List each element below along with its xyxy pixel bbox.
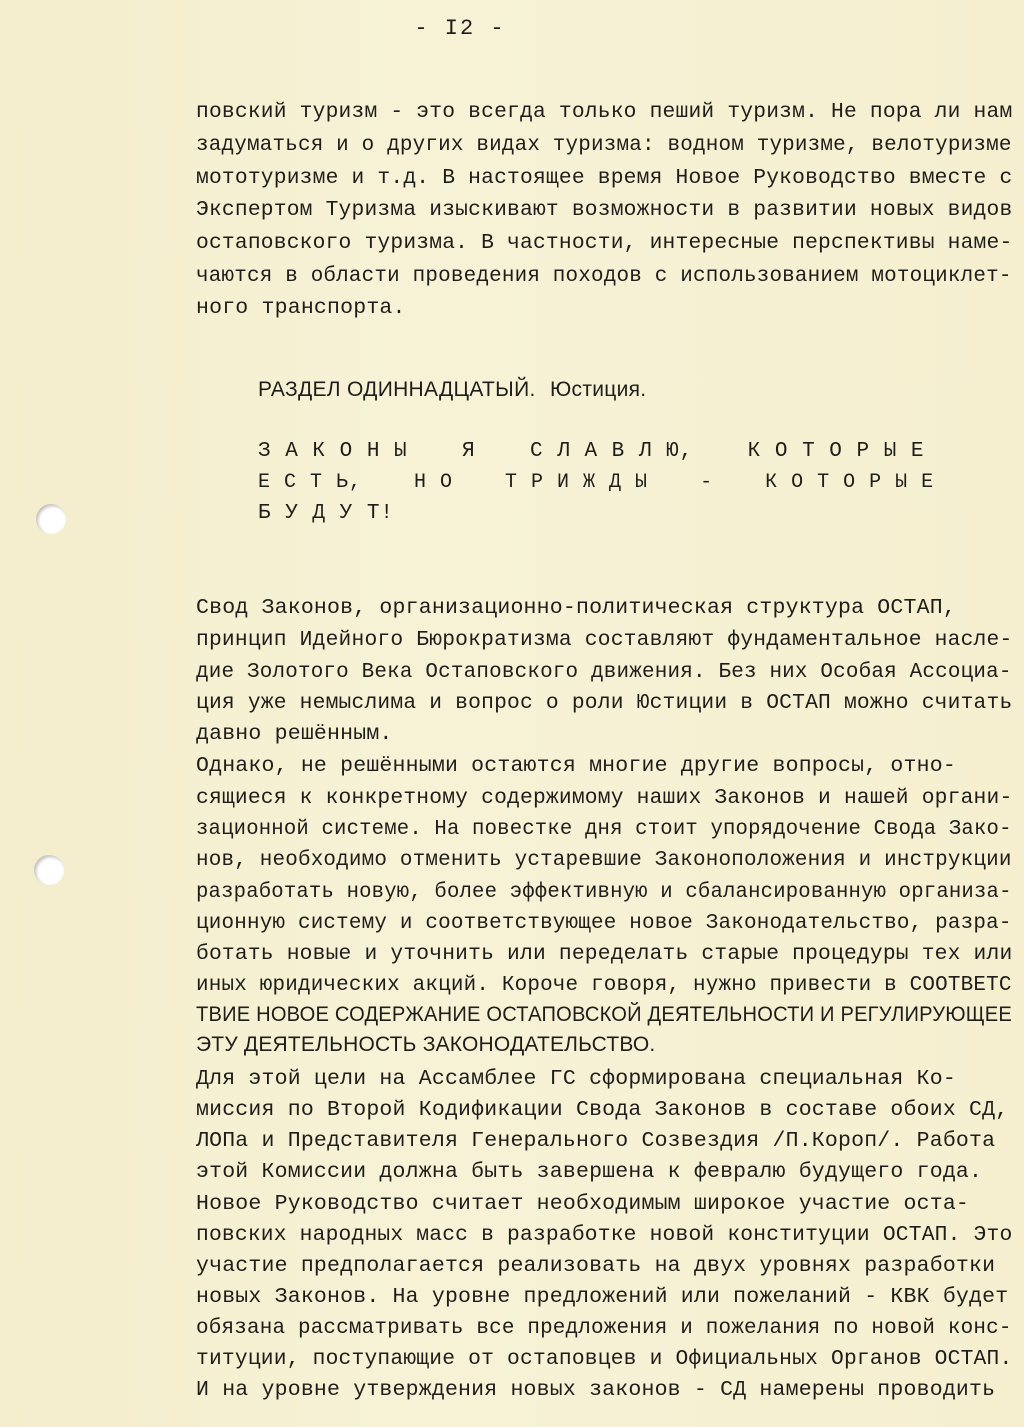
body-line-caps: ЭТУ ДЕЯТЕЛЬНОСТЬ ЗАКОНОДАТЕЛЬСТВО.	[196, 1033, 656, 1056]
intro-line: Экспертом Туризма изыскивают возможности в развитии новых видов	[196, 198, 1013, 222]
body-line: титуции, поступающие от остаповцев и Официальных Органов ОСТАП.	[196, 1347, 1013, 1371]
intro-line: задуматься и о других видах туризма: водном туризме, велотуризме	[196, 133, 1012, 157]
intro-line: мототуризме и т.д. В настоящее время Новое Руководство вместе с	[196, 166, 1013, 190]
page-number: - I2 -	[414, 16, 506, 41]
body-line: давно решённым.	[196, 722, 393, 746]
epigraph-line: З А К О Н Ы Я С Л А В Л Ю, К О Т О Р Ы Е	[258, 440, 925, 463]
section-subheading: Юстиция.	[550, 378, 647, 401]
intro-line: чаются в области проведения походов с использованием мотоциклет-	[196, 264, 1012, 288]
body-line: иных юридических акций. Короче говоря, нужно привести в СООТВЕТС	[196, 973, 1012, 997]
intro-line: остаповского туризма. В частности, интересные перспективы наме-	[196, 231, 1013, 255]
body-line: миссия по Второй Кодификации Свода Законов в составе обоих СД,	[196, 1098, 1009, 1122]
body-line: новых Законов. На уровне предложений или пожеланий - КВК будет	[196, 1285, 1009, 1309]
epigraph-line: Б У Д У Т!	[258, 502, 395, 525]
body-line-caps: ТВИЕ НОВОЕ СОДЕРЖАНИЕ ОСТАПОВСКОЙ ДЕЯТЕЛЬНОСТИ И РЕГУЛИРУЮЩЕЕ	[196, 1003, 1013, 1026]
intro-line: повский туризм - это всегда только пеший туризм. Не пора ли нам	[196, 100, 1013, 124]
body-line: Свод Законов, организационно-политическая структура ОСТАП,	[196, 596, 956, 620]
body-line: ботать новые и уточнить или переделать старые процедуры тех или	[196, 942, 1013, 966]
body-line: зационной системе. На повестке дня стоит упорядочение Свода Зако-	[196, 817, 1012, 841]
body-line: ция уже немыслима и вопрос о роли Юстиции в ОСТАП можно считать	[196, 691, 1013, 715]
body-line: ЛОПа и Представителя Генерального Созвездия /П.Короп/. Работа	[196, 1129, 996, 1153]
body-line: нов, необходимо отменить устаревшие Законоположения и инструкции	[196, 848, 1012, 872]
body-line: разработать новую, более эффективную и сбалансированную организа-	[196, 880, 1012, 904]
body-line: ционную систему и соответствующее новое Законодательство, разра-	[196, 911, 1012, 935]
body-line: Однако, не решёнными остаются многие другие вопросы, отно-	[196, 754, 956, 778]
intro-line: ного транспорта.	[196, 296, 406, 320]
body-line: принцип Идейного Бюрократизма составляют фундаментальное насле-	[196, 628, 1013, 652]
body-line: участие предполагается реализовать на двух уровнях разработки	[196, 1254, 996, 1278]
body-line: дие Золотого Века Остаповского движения. Без них Особая Ассоциа-	[196, 660, 1012, 684]
punch-hole-top	[36, 504, 66, 534]
body-line: Для этой цели на Ассамблее ГС сформирована специальная Ко-	[196, 1067, 956, 1091]
punch-hole-bottom	[34, 855, 64, 885]
body-line: повских народных масс в разработке новой конституции ОСТАП. Это	[196, 1223, 1013, 1247]
body-line: И на уровне утверждения новых законов - СД намерены проводить	[196, 1378, 996, 1402]
section-heading: РАЗДЕЛ ОДИННАДЦАТЫЙ.	[258, 378, 536, 401]
epigraph-line: Е С Т Ь, Н О Т Р И Ж Д Ы - К О Т О Р Ы Е	[258, 471, 935, 494]
body-line: обязана рассматривать все предложения и пожелания по новой конс-	[196, 1316, 1012, 1340]
body-line: Новое Руководство считает необходимым широкое участие оста-	[196, 1192, 970, 1216]
body-line: сящиеся к конкретному содержимому наших Законов и нашей органи-	[196, 786, 1013, 810]
body-line: этой Комиссии должна быть завершена к февралю будущего года.	[196, 1160, 983, 1184]
